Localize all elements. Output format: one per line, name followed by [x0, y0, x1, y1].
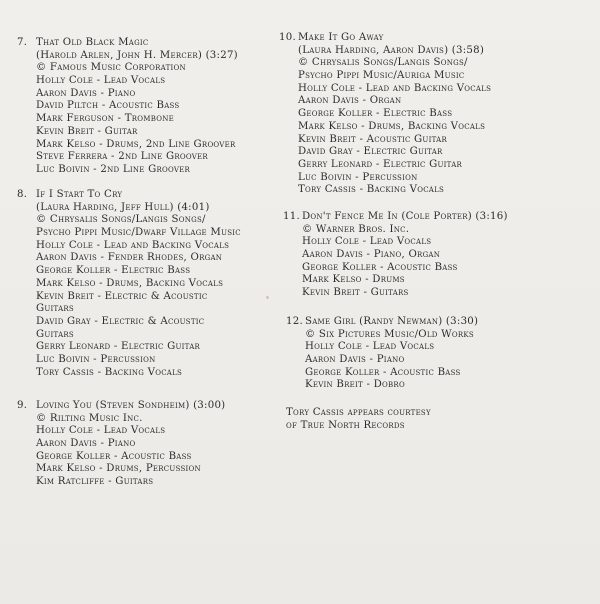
credit-line: Steve Ferrera - 2nd Line Groover	[36, 151, 208, 163]
track-7	[17, 37, 238, 177]
track-title: Don't Fence Me In (Cole Porter) (3:16)	[302, 211, 508, 222]
credit-line: (Harold Arlen, John H. Mercer) (3:27)	[36, 49, 238, 61]
credit-line: Holly Cole - Lead and Backing Vocals	[298, 82, 492, 94]
credit-line: © Chrysalis Songs/Langis Songs/	[36, 214, 206, 226]
credit-line: Mark Kelso - Drums, Backing Vocals	[298, 120, 486, 132]
credit-line: © Six Pictures Music/Old Works	[305, 328, 474, 340]
credit-line: Kevin Breit - Dobro	[305, 379, 405, 391]
credit-line: Kevin Breit - Guitar	[36, 125, 138, 137]
credit-line: © Famous Music Corporation	[36, 62, 186, 74]
credit-line: (Laura Harding, Jeff Hull) (4:01)	[36, 201, 210, 213]
credit-line: Guitars	[36, 303, 74, 315]
track-number: 11.	[283, 211, 300, 222]
credit-line: Mark Kelso - Drums, 2nd Line Groover	[36, 138, 236, 150]
courtesy-line: Tory Cassis appears courtesy	[286, 407, 431, 418]
credit-line: Tory Cassis - Backing Vocals	[36, 366, 183, 378]
track-credits	[36, 400, 225, 489]
track-title: If I Start To Cry	[36, 189, 123, 200]
credit-line: Mark Ferguson - Trombone	[36, 113, 174, 125]
credit-line: David Gray - Electric Guitar	[298, 146, 443, 158]
credit-line: George Koller - Electric Bass	[36, 265, 191, 277]
credit-line: Holly Cole - Lead and Backing Vocals	[36, 239, 230, 251]
track-title: Make It Go Away	[298, 32, 384, 43]
track-number: 9.	[17, 400, 28, 411]
courtesy-line: of True North Records	[286, 419, 405, 431]
credit-line: David Gray - Electric & Acoustic	[36, 315, 205, 327]
track-title: Loving You (Steven Sondheim) (3:00)	[36, 400, 226, 411]
credit-line: (Laura Harding, Aaron Davis) (3:58)	[298, 44, 485, 56]
credit-line: Psycho Pippi Music/Auriga Music	[298, 70, 465, 82]
credit-line: Guitars	[36, 328, 74, 340]
track-credits	[36, 37, 238, 177]
credit-line: Kim Ratcliffe - Guitars	[36, 476, 154, 488]
credit-line: Aaron Davis - Organ	[298, 95, 402, 107]
track-8	[17, 189, 241, 379]
track-credits	[305, 316, 478, 392]
credit-line: Aaron Davis - Fender Rhodes, Organ	[36, 252, 223, 264]
credit-line: Mark Kelso - Drums, Percussion	[36, 463, 201, 475]
credit-line: Holly Cole - Lead Vocals	[36, 425, 166, 437]
track-credits	[298, 32, 491, 197]
credit-line: Mark Kelso - Drums	[302, 274, 405, 286]
credit-line: Aaron Davis - Piano, Organ	[302, 249, 441, 261]
credit-line: Gerry Leonard - Electric Guitar	[36, 341, 201, 353]
credit-line: © Chrysalis Songs/Langis Songs/	[298, 57, 468, 69]
track-number: 12.	[286, 316, 303, 327]
credit-line: Kevin Breit - Electric & Acoustic	[36, 290, 208, 302]
track-number: 7.	[17, 37, 28, 48]
paper-speck	[266, 296, 269, 299]
track-number: 10.	[279, 32, 296, 43]
credit-line: Kevin Breit - Acoustic Guitar	[298, 133, 447, 145]
credit-line: Holly Cole - Lead Vocals	[36, 75, 166, 87]
credit-line: © Rilting Music Inc.	[36, 412, 143, 424]
credit-line: Psycho Pippi Music/Dwarf Village Music	[36, 227, 241, 239]
track-credits	[36, 189, 241, 379]
credit-line: George Koller - Acoustic Bass	[302, 261, 458, 273]
track-title: That Old Black Magic	[36, 37, 149, 48]
credit-line: © Warner Bros. Inc.	[302, 223, 410, 235]
credit-line: David Piltch - Acoustic Bass	[36, 100, 180, 112]
track-12	[286, 316, 479, 392]
track-9	[17, 400, 226, 489]
track-number: 8.	[17, 189, 28, 200]
track-11	[283, 211, 508, 300]
courtesy-note	[286, 407, 431, 432]
credit-line: Tory Cassis - Backing Vocals	[298, 184, 445, 196]
track-10	[279, 32, 492, 197]
credit-line: Luc Boivin - 2nd Line Groover	[36, 163, 191, 175]
track-title: Same Girl (Randy Newman) (3:30)	[305, 316, 479, 327]
credit-line: Aaron Davis - Piano	[305, 354, 405, 366]
credit-line: George Koller - Acoustic Bass	[36, 450, 192, 462]
credit-line: Holly Cole - Lead Vocals	[302, 236, 432, 248]
credit-line: Gerry Leonard - Electric Guitar	[298, 158, 463, 170]
credit-line: Luc Boivin - Percussion	[36, 353, 156, 365]
credit-line: Holly Cole - Lead Vocals	[305, 341, 435, 353]
credit-line: Mark Kelso - Drums, Backing Vocals	[36, 277, 224, 289]
credit-line: Luc Boivin - Percussion	[298, 171, 418, 183]
credit-line: Aaron Davis - Piano	[36, 438, 136, 450]
credit-line: Aaron Davis - Piano	[36, 87, 136, 99]
credit-line: Kevin Breit - Guitars	[302, 287, 409, 299]
track-credits	[302, 211, 508, 300]
credit-line: George Koller - Electric Bass	[298, 108, 453, 120]
credit-line: George Koller - Acoustic Bass	[305, 366, 461, 378]
